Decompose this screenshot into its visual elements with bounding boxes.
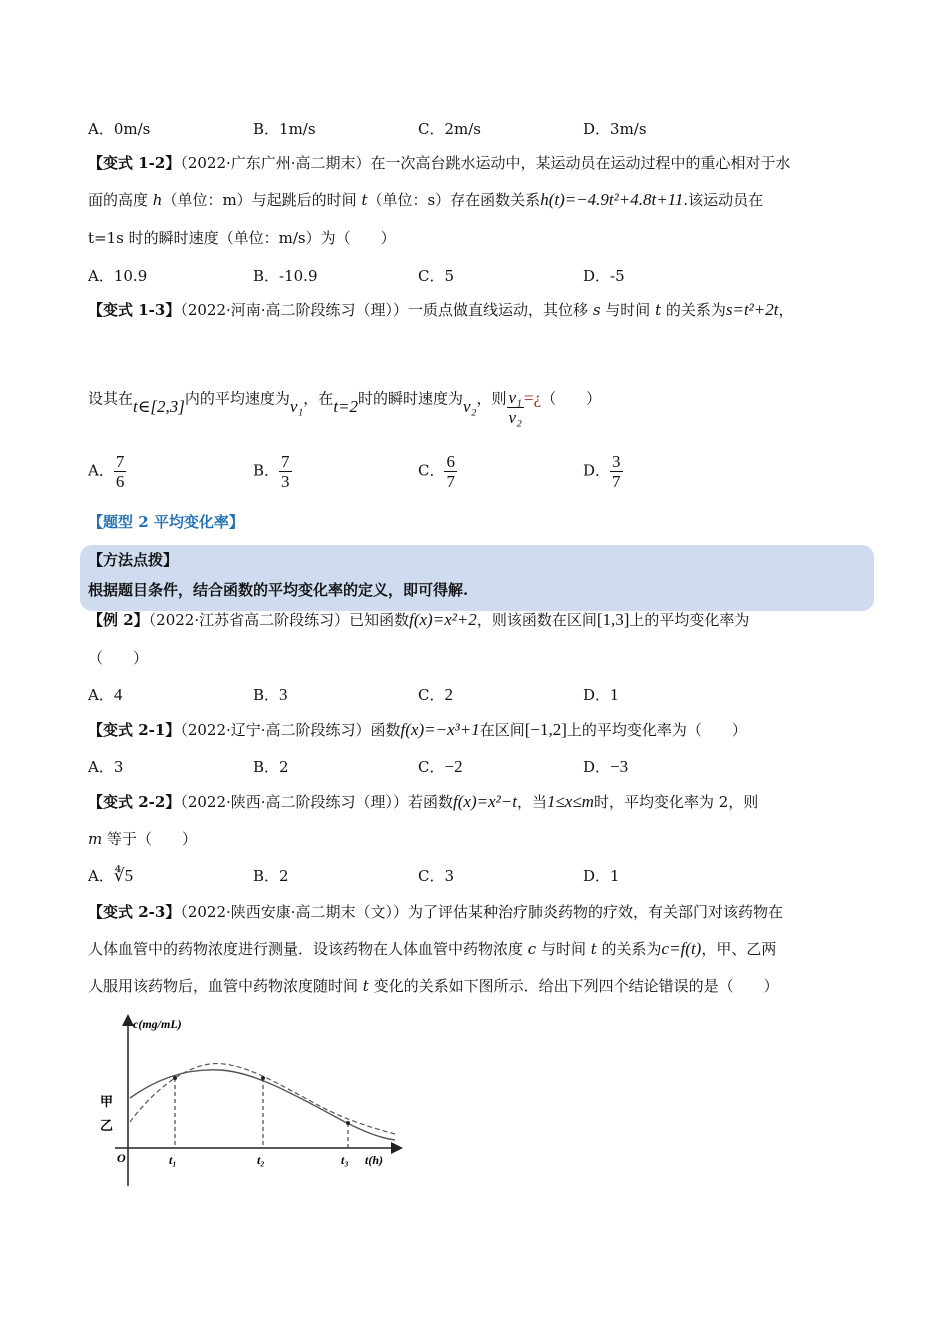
method-text: 根据题目条件，结合函数的平均变化率的定义，即可得解. — [88, 581, 469, 599]
option-label: B． — [253, 686, 280, 704]
option-label: C． — [418, 867, 445, 885]
ratio-fraction — [507, 388, 524, 427]
question-text: 上的平均变化率为 — [629, 611, 750, 629]
option-label: D． — [583, 867, 611, 885]
question-text: 时的瞬时速度为 — [358, 389, 464, 408]
fraction-numerator: 6 — [446, 452, 455, 471]
formula: f(x)=x²+2 — [409, 610, 477, 629]
q2-3-line3 — [88, 976, 779, 996]
fraction-denominator: v₂ — [508, 408, 522, 427]
question-text: （2022·辽宁·高二阶段练习）函数 — [180, 721, 401, 739]
option-d[interactable] — [583, 756, 628, 777]
q1-3-line2 — [88, 380, 602, 427]
formula: =¿ — [523, 388, 542, 408]
option-b[interactable] — [253, 756, 289, 777]
q1-3-line1 — [88, 300, 794, 320]
formula: f(x)=x²−t — [453, 792, 517, 811]
legend-jia: 甲 — [100, 1095, 114, 1110]
option-label: B． — [253, 867, 280, 885]
option-b[interactable]: B．-10.9 — [253, 267, 318, 285]
section-title: 【题型 2 平均变化率】 — [88, 513, 244, 531]
intersection-point-t1 — [173, 1076, 177, 1080]
fraction-denominator: 6 — [115, 472, 125, 491]
option-label: D． — [583, 461, 611, 480]
method-title: 【方法点拨】 — [88, 551, 179, 569]
option-value: 3 — [113, 758, 124, 776]
question-text: 上的平均变化率为（ ） — [566, 721, 747, 739]
option-value: −3 — [610, 757, 629, 776]
question-text: ，则该函数在区间 — [476, 611, 597, 629]
question-text: （单位：m）与起跳后的时间 — [162, 191, 362, 209]
option-label: B． — [253, 758, 280, 776]
question-text: 时，平均变化率为 2，则 — [593, 793, 759, 811]
x-tick-t1: t₁ — [169, 1153, 177, 1167]
fraction-numerator: 7 — [115, 452, 125, 471]
method-box — [80, 545, 874, 611]
option-value: ∜5 — [113, 866, 134, 885]
question-text: ，在 — [303, 389, 334, 408]
option-value: 2 — [279, 867, 289, 885]
question-text: 面的高度 — [88, 191, 153, 209]
question-text: （2022·陕西·高二阶段练习（理））若函数 — [180, 793, 454, 811]
question-text: 人体血管中的药物浓度进行测量．设该药物在人体血管中药物浓度 — [88, 940, 528, 958]
q2-2-line2 — [88, 829, 197, 849]
formula: h(t)=−4.9t²+4.8t+11 — [540, 190, 684, 209]
question-text: （单位：s）存在函数关系 — [367, 191, 541, 209]
question-text: 与时间 — [600, 301, 656, 319]
x-axis-label: t(h) — [365, 1153, 383, 1167]
option-d[interactable] — [583, 865, 620, 886]
fraction-denominator: 7 — [612, 472, 621, 491]
question-tag: 【变式 2-1】 — [88, 721, 181, 739]
option-value: −2 — [444, 757, 463, 776]
q2-1-line1 — [88, 720, 747, 740]
ex2-line1 — [88, 610, 749, 630]
option-a[interactable]: A．0m/s — [88, 120, 151, 138]
question-tag: 【变式 2-2】 — [88, 793, 181, 811]
option-value: 3 — [444, 867, 455, 885]
question-tag: 【变式 2-3】 — [88, 903, 181, 921]
question-text: ，则 — [476, 389, 507, 408]
question-text: （2022·陕西安康·高二期末（文））为了评估某种治疗肺炎药物的疗效，有关部门对该药物在 — [180, 903, 784, 921]
q2-3-line1 — [88, 902, 783, 922]
question-text: 内的平均速度为 — [184, 389, 290, 408]
var-v1: v₁ — [289, 396, 304, 416]
option-b[interactable]: B．1m/s — [253, 120, 316, 138]
option-value: 1 — [610, 867, 620, 885]
fraction — [610, 452, 623, 491]
question-text: ， — [778, 301, 794, 319]
option-value: 3 — [279, 685, 288, 704]
q1-2-line1 — [88, 153, 791, 173]
option-label: A． — [88, 686, 114, 704]
question-text: 的关系为 — [661, 301, 726, 319]
option-label: A． — [88, 758, 114, 776]
var-t: t — [590, 940, 597, 958]
fraction — [279, 452, 292, 491]
x-tick-t2: t₂ — [257, 1153, 265, 1167]
option-c[interactable] — [418, 865, 454, 886]
question-text: 的关系为 — [596, 940, 662, 958]
q1-2-line2 — [88, 190, 763, 210]
option-value: 1 — [610, 685, 619, 704]
formula: 1≤x≤m — [546, 792, 594, 811]
question-text: （2022·河南·高二阶段练习（理））一质点做直线运动，其位移 — [180, 301, 593, 319]
option-c[interactable]: C．2m/s — [418, 120, 481, 138]
question-text: ，当 — [516, 793, 547, 811]
formula: t=2 — [333, 396, 359, 416]
var-t: t — [655, 301, 662, 319]
var-t: t — [361, 191, 368, 209]
question-text: 人服用该药物后，血管中药物浓度随时间 — [88, 977, 363, 995]
option-label: C． — [418, 686, 445, 704]
option-label: A． — [88, 461, 114, 480]
var-h: h — [152, 191, 163, 209]
fraction — [444, 452, 457, 491]
option-b[interactable] — [253, 865, 289, 886]
option-b[interactable] — [253, 452, 292, 491]
var-c: c — [527, 940, 537, 958]
var-s: s — [592, 301, 601, 319]
option-c[interactable] — [418, 756, 463, 777]
origin-label: O — [117, 1151, 126, 1165]
option-d[interactable] — [583, 452, 623, 491]
question-text: （ ） — [541, 389, 602, 408]
question-text: 设其在 — [88, 389, 134, 408]
legend-yi: 乙 — [100, 1119, 114, 1134]
concentration-chart — [95, 1010, 405, 1200]
fraction-numerator: 3 — [612, 452, 621, 471]
ex2-line2: （ ） — [88, 649, 149, 667]
option-a[interactable] — [88, 756, 123, 777]
var-m: m — [88, 830, 103, 848]
var-v2: v₂ — [463, 396, 477, 416]
question-text: （2022·广东广州·高二期末）在一次高台跳水运动中，某运动员在运动过程中的重心相对于水 — [180, 154, 791, 172]
option-label: B． — [253, 461, 280, 480]
formula: f(x)=−x³+1 — [400, 720, 480, 739]
option-d[interactable]: D．3m/s — [583, 120, 647, 138]
formula: s=t²+2t — [725, 300, 779, 319]
fraction-numerator: 7 — [281, 452, 290, 471]
option-value: 2 — [279, 758, 289, 776]
question-text: 等于（ ） — [102, 830, 198, 848]
option-a[interactable]: A．10.9 — [88, 267, 148, 285]
option-label: A． — [88, 867, 114, 885]
fraction-denominator: 7 — [446, 472, 455, 491]
question-tag: 【变式 1-2】 — [88, 154, 181, 172]
option-label: C． — [418, 758, 445, 776]
question-text: （2022·江苏省高二阶段练习）已知函数 — [148, 611, 410, 629]
fraction-numerator: v₁ — [508, 388, 522, 407]
question-text: 与时间 — [536, 940, 591, 958]
option-c[interactable] — [418, 452, 457, 491]
formula-interval: [−1,2] — [524, 720, 567, 739]
formula-interval: t∈[2,3] — [133, 396, 185, 416]
question-tag: 【变式 1-3】 — [88, 301, 181, 319]
x-tick-t3: t₃ — [341, 1153, 349, 1167]
intersection-point-t3 — [346, 1121, 350, 1125]
option-a[interactable] — [88, 865, 133, 886]
option-c[interactable]: C．5 — [418, 267, 455, 285]
option-b[interactable] — [253, 684, 288, 705]
option-c[interactable] — [418, 684, 453, 705]
option-a[interactable] — [88, 452, 126, 491]
question-text: ，甲、乙两 — [701, 940, 777, 958]
var-t: t — [362, 977, 369, 995]
option-value: 2 — [444, 685, 453, 704]
formula: c=f(t) — [661, 939, 702, 958]
option-d[interactable]: D．-5 — [583, 267, 625, 285]
q2-3-line2 — [88, 939, 776, 959]
y-axis-label: c(mg/mL) — [133, 1017, 182, 1031]
option-value: 4 — [113, 685, 123, 704]
option-label: C． — [418, 461, 445, 480]
q2-2-line1 — [88, 792, 758, 812]
intersection-point-t2 — [261, 1076, 265, 1080]
option-label: D． — [583, 758, 611, 776]
question-text: .该运动员在 — [683, 191, 764, 209]
fraction — [114, 452, 127, 491]
q1-2-line3: t=1s 时的瞬时速度（单位：m/s）为（ ） — [88, 229, 396, 247]
question-tag: 【例 2】 — [88, 611, 149, 629]
question-text: 变化的关系如下图所示．给出下列四个结论错误的是（ ） — [368, 977, 779, 995]
option-a[interactable] — [88, 684, 122, 705]
question-text: 在区间 — [479, 721, 525, 739]
fraction-denominator: 3 — [281, 472, 290, 491]
formula-interval: [1,3] — [596, 610, 630, 629]
option-d[interactable] — [583, 684, 619, 705]
option-label: D． — [583, 686, 611, 704]
